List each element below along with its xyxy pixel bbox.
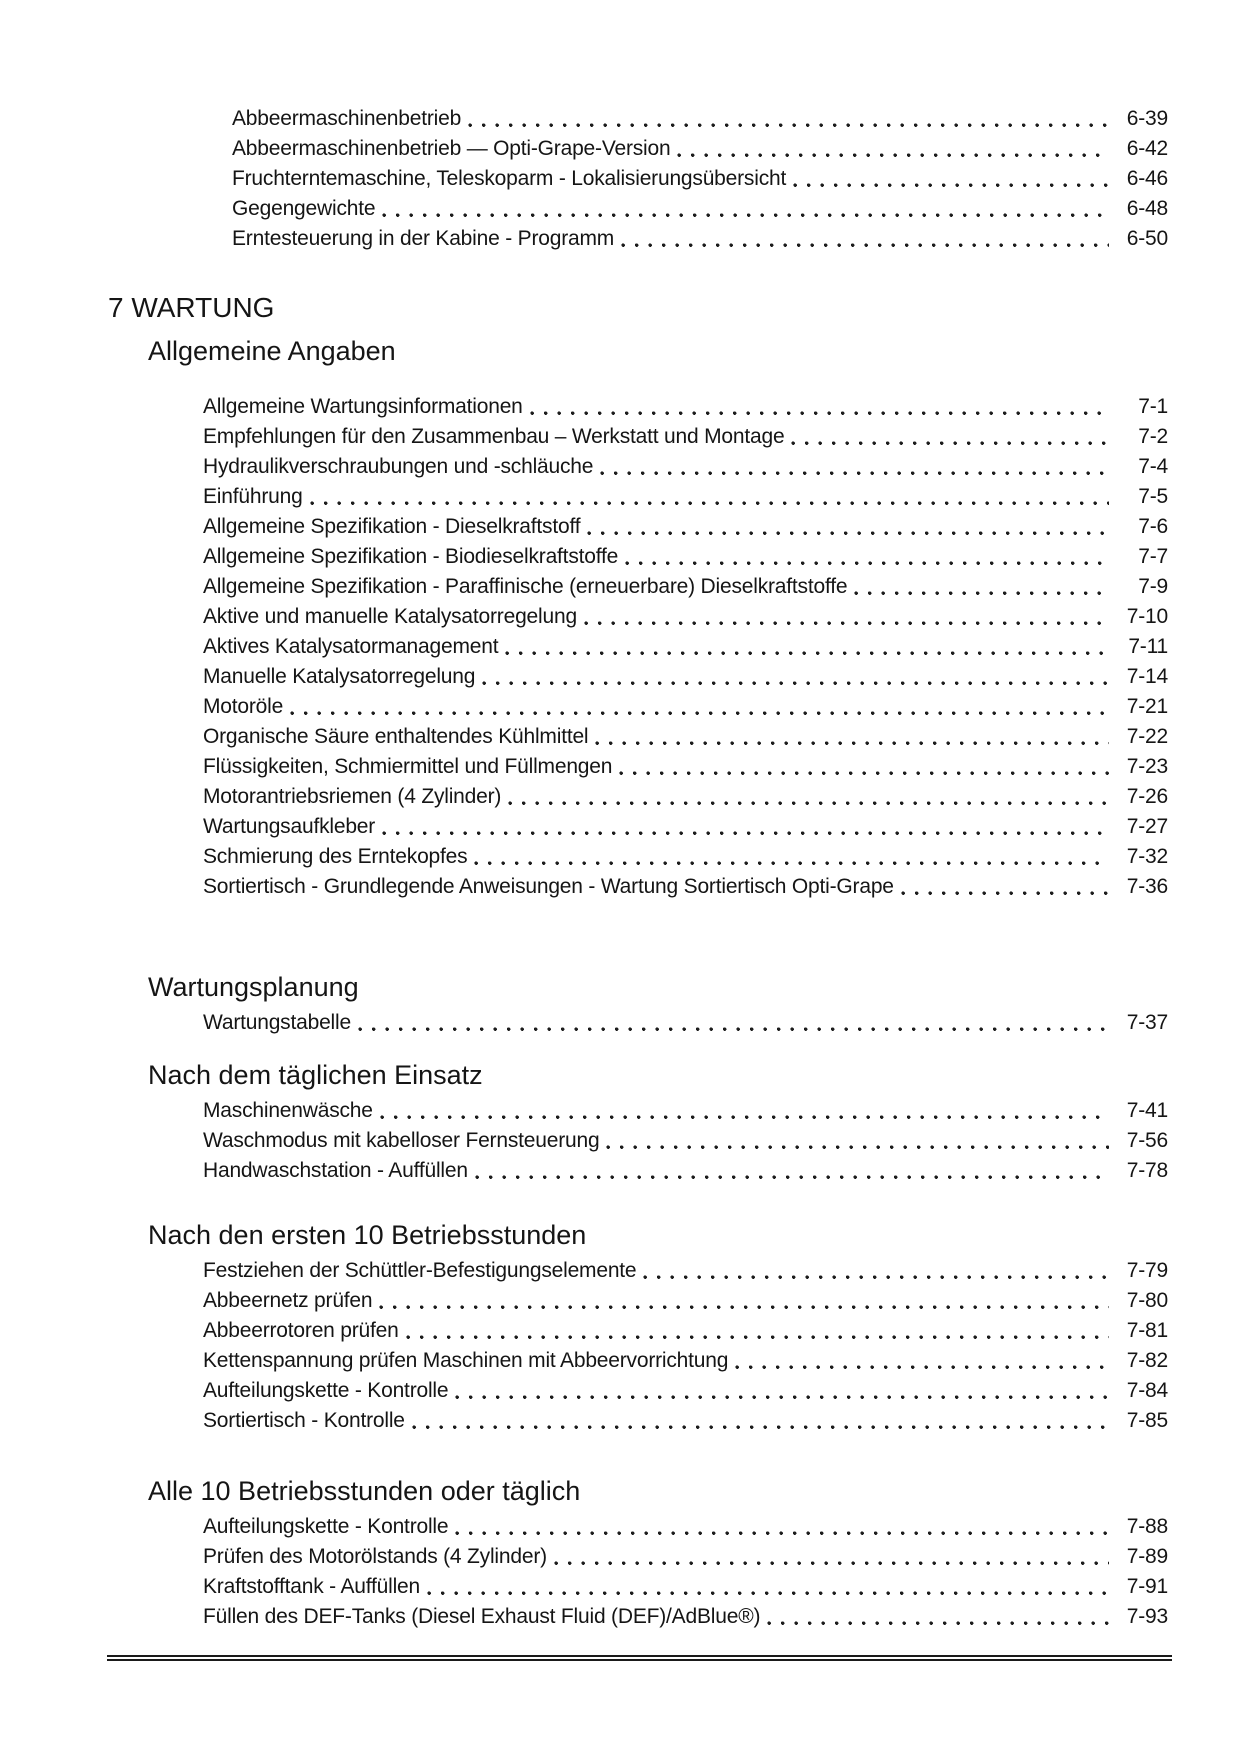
dot-leader (380, 1115, 1109, 1120)
toc-entry-page: 7-36 (1126, 875, 1168, 898)
toc-entry-page: 6-48 (1126, 197, 1168, 220)
toc-entry-label: Abbeerrotoren prüfen (203, 1319, 399, 1342)
dot-leader (508, 801, 1109, 806)
toc-entry (203, 1602, 1168, 1632)
toc-entry-label: Maschinenwäsche (203, 1099, 373, 1122)
toc-entry-label: Abbeermaschinenbetrieb — Opti-Grape-Version (232, 137, 671, 160)
toc-entry-label: Aktives Katalysatormanagement (203, 635, 499, 658)
toc-entry-page: 7-79 (1126, 1259, 1168, 1282)
toc-entry-label: Flüssigkeiten, Schmiermittel und Füllmengen (203, 755, 613, 778)
toc-entry (203, 632, 1168, 662)
dot-leader (468, 123, 1109, 128)
toc-entry-page: 7-82 (1126, 1349, 1168, 1372)
toc-entry-label: Gegengewichte (232, 197, 376, 220)
toc-entry-page: 7-41 (1126, 1099, 1168, 1122)
dot-leader (767, 1621, 1109, 1626)
toc-entry-label: Motoröle (203, 695, 284, 718)
toc-entry-label: Allgemeine Wartungsinformationen (203, 395, 523, 418)
toc-entry-page: 7-4 (1138, 455, 1168, 478)
toc-entry-page: 6-50 (1126, 227, 1168, 250)
section-heading: Allgemeine Angaben (148, 336, 396, 366)
toc-entry-page: 7-7 (1138, 545, 1168, 568)
toc-entry-page: 7-81 (1126, 1319, 1168, 1342)
toc-entry-label: Abbeermaschinenbetrieb (232, 107, 462, 130)
toc-entry-page: 7-80 (1126, 1289, 1168, 1312)
dot-leader (584, 621, 1109, 626)
toc-entry-label: Allgemeine Spezifikation - Biodieselkraftstoffe (203, 545, 619, 568)
toc-entry-page: 7-5 (1138, 485, 1168, 508)
dot-leader (793, 183, 1109, 188)
toc-entry (203, 1316, 1168, 1346)
toc-entry (203, 1096, 1168, 1126)
toc-entry-page: 7-85 (1126, 1409, 1168, 1432)
section-heading: Wartungsplanung (148, 972, 359, 1002)
toc-entry (232, 134, 1168, 164)
toc-entry (203, 1008, 1168, 1038)
dot-leader (621, 243, 1109, 248)
section-entry-list (203, 1096, 1168, 1186)
toc-entry-label: Sortiertisch - Kontrolle (203, 1409, 405, 1432)
toc-entry-label: Kettenspannung prüfen Maschinen mit Abbeervorrichtung (203, 1349, 729, 1372)
toc-entry-label: Empfehlungen für den Zusammenbau – Werkstatt und Montage (203, 425, 785, 448)
toc-entry-label: Manuelle Katalysatorregelung (203, 665, 476, 688)
dot-leader (358, 1027, 1109, 1032)
dot-leader (455, 1531, 1109, 1536)
toc-entry-page: 7-26 (1126, 785, 1168, 808)
toc-entry-label: Prüfen des Motorölstands (4 Zylinder) (203, 1545, 547, 1568)
toc-entry-page: 7-6 (1138, 515, 1168, 538)
section-heading: Nach dem täglichen Einsatz (148, 1060, 483, 1090)
toc-entry-page: 7-89 (1126, 1545, 1168, 1568)
toc-entry-label: Wartungstabelle (203, 1011, 351, 1034)
toc-entry-page: 7-93 (1126, 1605, 1168, 1628)
toc-entry-label: Aufteilungskette - Kontrolle (203, 1379, 449, 1402)
toc-entry-label: Handwaschstation - Auffüllen (203, 1159, 468, 1182)
toc-entry-page: 7-2 (1138, 425, 1168, 448)
dot-leader (625, 561, 1109, 566)
toc-entry (203, 602, 1168, 632)
toc-entry-page: 7-10 (1126, 605, 1168, 628)
toc-entry (203, 1156, 1168, 1186)
toc-entry (203, 572, 1168, 602)
toc-entry-label: Aktive und manuelle Katalysatorregelung (203, 605, 577, 628)
toc-entry (203, 1542, 1168, 1572)
toc-entry-label: Wartungsaufkleber (203, 815, 376, 838)
toc-entry (203, 422, 1168, 452)
toc-entry-page: 7-1 (1138, 395, 1168, 418)
toc-entry-page: 7-91 (1126, 1575, 1168, 1598)
toc-entry-label: Kraftstofftank - Auffüllen (203, 1575, 420, 1598)
dot-leader (475, 1175, 1109, 1180)
toc-entry-page: 7-23 (1126, 755, 1168, 778)
toc-entry-page: 7-88 (1126, 1515, 1168, 1538)
footer-rule (107, 1655, 1172, 1661)
section-entry-list (203, 1256, 1168, 1436)
dot-leader (412, 1425, 1109, 1430)
toc-entry (203, 1512, 1168, 1542)
toc-entry-page: 7-9 (1138, 575, 1168, 598)
section-entry-list (203, 1008, 1168, 1038)
toc-section (0, 1058, 1241, 1186)
toc-entry (232, 224, 1168, 254)
dot-leader (379, 1305, 1109, 1310)
toc-entry-label: Einführung (203, 485, 303, 508)
dot-leader (290, 711, 1109, 716)
toc-section (0, 970, 1241, 1038)
dot-leader (382, 831, 1109, 836)
toc-entry (203, 542, 1168, 572)
toc-entry-page: 6-42 (1126, 137, 1168, 160)
dot-leader (791, 441, 1109, 446)
toc-entry (203, 482, 1168, 512)
toc-entry-label: Füllen des DEF-Tanks (Diesel Exhaust Fluid (DEF)/AdBlue®) (203, 1605, 761, 1628)
toc-entry-page: 7-84 (1126, 1379, 1168, 1402)
toc-entry (203, 452, 1168, 482)
toc-entry-page: 7-22 (1126, 725, 1168, 748)
dot-leader (587, 531, 1109, 536)
section-heading: Nach den ersten 10 Betriebsstunden (148, 1220, 587, 1250)
toc-entry-page: 7-56 (1126, 1129, 1168, 1152)
dot-leader (382, 213, 1109, 218)
dot-leader (427, 1591, 1109, 1596)
toc-entry (203, 692, 1168, 722)
toc-entry-page: 7-78 (1126, 1159, 1168, 1182)
dot-leader (406, 1335, 1109, 1340)
toc-entry (232, 164, 1168, 194)
toc-entry (203, 1346, 1168, 1376)
chapter-heading: 7 WARTUNG (108, 292, 275, 323)
dot-leader (505, 651, 1109, 656)
dot-leader (530, 411, 1109, 416)
toc-entry-label: Allgemeine Spezifikation - Dieselkraftstoff (203, 515, 581, 538)
toc-entry (203, 842, 1168, 872)
toc-entry-label: Waschmodus mit kabelloser Fernsteuerung (203, 1129, 600, 1152)
section-entry-list (203, 1512, 1168, 1632)
toc-entry (203, 512, 1168, 542)
dot-leader (854, 591, 1109, 596)
dot-leader (735, 1365, 1109, 1370)
toc-entry-label: Hydraulikverschraubungen und -schläuche (203, 455, 594, 478)
toc-entry (203, 1126, 1168, 1156)
toc-entry-label: Organische Säure enthaltendes Kühlmittel (203, 725, 589, 748)
toc-entry (232, 104, 1168, 134)
toc-entry-label: Erntesteuerung in der Kabine - Programm (232, 227, 615, 250)
toc-entry (203, 662, 1168, 692)
toc-entry-label: Fruchterntemaschine, Teleskoparm - Lokalisierungsübersicht (232, 167, 787, 190)
toc-entry-page: 7-27 (1126, 815, 1168, 838)
toc-entry (203, 1572, 1168, 1602)
toc-entry (232, 194, 1168, 224)
toc-entry-page: 6-39 (1126, 107, 1168, 130)
toc-entry (203, 1376, 1168, 1406)
dot-leader (643, 1275, 1109, 1280)
dot-leader (619, 771, 1109, 776)
dot-leader (554, 1561, 1109, 1566)
toc-entry-label: Abbeernetz prüfen (203, 1289, 373, 1312)
dot-leader (455, 1395, 1109, 1400)
toc-entry (203, 1286, 1168, 1316)
toc-entry-label: Aufteilungskette - Kontrolle (203, 1515, 449, 1538)
dot-leader (600, 471, 1109, 476)
toc-entry (203, 1406, 1168, 1436)
toc-entry-label: Allgemeine Spezifikation - Paraffinische (erneuerbare) Dieselkraftstoffe (203, 575, 848, 598)
toc-entry-page: 7-14 (1126, 665, 1168, 688)
toc-section (0, 1218, 1241, 1436)
toc-entry-label: Schmierung des Erntekopfes (203, 845, 468, 868)
dot-leader (606, 1145, 1109, 1150)
toc-entry-page: 7-37 (1126, 1011, 1168, 1034)
dot-leader (474, 861, 1109, 866)
toc-section (0, 334, 1241, 902)
dot-leader (677, 153, 1109, 158)
toc-entry-page: 7-11 (1128, 635, 1168, 658)
toc-entry (203, 752, 1168, 782)
toc-entry (203, 392, 1168, 422)
toc-entry (203, 722, 1168, 752)
dot-leader (310, 501, 1109, 506)
section-heading: Alle 10 Betriebsstunden oder täglich (148, 1476, 581, 1506)
toc-entry (203, 782, 1168, 812)
toc-section (0, 1474, 1241, 1632)
toc-entry-page: 6-46 (1126, 167, 1168, 190)
toc-entry (203, 1256, 1168, 1286)
toc-entry-label: Motorantriebsriemen (4 Zylinder) (203, 785, 502, 808)
toc-entry (203, 812, 1168, 842)
toc-entry-page: 7-32 (1126, 845, 1168, 868)
toc-entry-page: 7-21 (1126, 695, 1168, 718)
toc-entry (203, 872, 1168, 902)
section-entry-list (203, 392, 1168, 902)
toc-entry-label: Sortiertisch - Grundlegende Anweisungen - Wartung Sortiertisch Opti-Grape (203, 875, 894, 898)
dot-leader (901, 891, 1109, 896)
toc-entry-label: Festziehen der Schüttler-Befestigungselemente (203, 1259, 637, 1282)
dot-leader (595, 741, 1109, 746)
dot-leader (482, 681, 1109, 686)
toc-continued-entries (232, 104, 1168, 254)
